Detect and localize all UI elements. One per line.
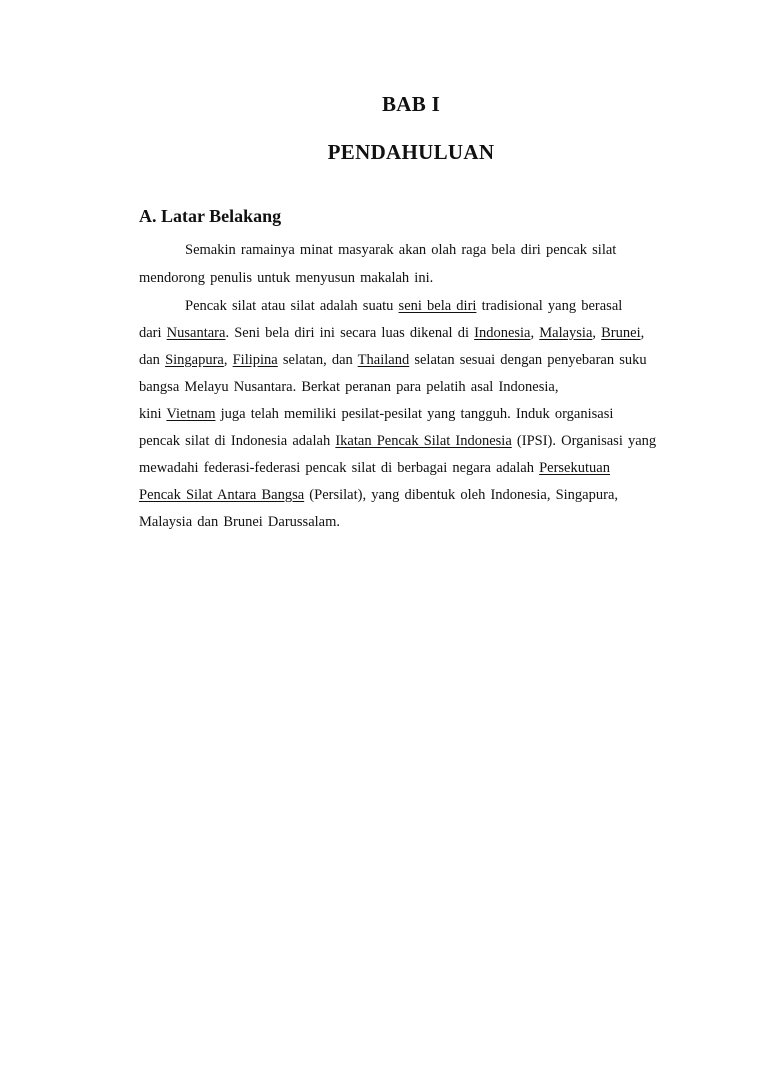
text-span: Malaysia dan Brunei Darussalam. — [139, 514, 341, 530]
paragraph-line — [139, 433, 656, 450]
paragraph-line — [185, 298, 622, 315]
text-span: (Persilat), yang dibentuk oleh Indonesia, Singapura, — [304, 487, 619, 503]
chapter-number: BAB I — [381, 92, 441, 116]
paragraph-line — [139, 514, 340, 531]
text-span: , — [530, 325, 540, 341]
chapter-title: PENDAHULUAN — [327, 140, 495, 164]
paragraph-line — [139, 270, 433, 287]
text-span: mewadahi federasi-federasi pencak silat di berbagai negara adalah — [139, 460, 540, 476]
text-span: selatan sesuai dengan penyebaran suku — [409, 352, 647, 368]
hyperlink[interactable]: seni bela diri — [398, 298, 477, 314]
hyperlink[interactable]: Indonesia — [474, 325, 531, 341]
hyperlink[interactable]: Vietnam — [166, 406, 216, 422]
text-span: dari — [139, 325, 167, 341]
hyperlink[interactable]: Thailand — [357, 352, 410, 368]
paragraph-line — [139, 460, 610, 477]
text-span: Pencak silat atau silat adalah suatu — [185, 298, 399, 314]
text-span: , — [640, 325, 645, 341]
text-span: tradisional yang berasal — [476, 298, 623, 314]
hyperlink[interactable]: Brunei — [601, 325, 641, 341]
paragraph-line — [185, 242, 616, 259]
paragraph-line — [139, 487, 618, 504]
section-heading: A. Latar Belakang — [139, 206, 282, 226]
hyperlink[interactable]: Singapura — [165, 352, 224, 368]
text-span: Semakin ramainya minat masyarak akan olah raga bela diri pencak silat — [185, 242, 617, 258]
hyperlink[interactable]: Persekutuan — [539, 460, 610, 476]
text-span: selatan, dan — [277, 352, 358, 368]
hyperlink[interactable]: Filipina — [232, 352, 278, 368]
text-span: bangsa Melayu Nusantara. Berkat peranan para pelatih asal Indonesia, — [139, 379, 559, 395]
paragraph-line — [139, 325, 644, 342]
text-span: pencak silat di Indonesia adalah — [139, 433, 336, 449]
hyperlink[interactable]: Malaysia — [539, 325, 593, 341]
paragraph-line — [139, 406, 613, 423]
text-span: (IPSI). Organisasi yang — [511, 433, 657, 449]
hyperlink[interactable]: Ikatan Pencak Silat Indonesia — [335, 433, 512, 449]
text-span: . Seni bela diri ini secara luas dikenal di — [225, 325, 475, 341]
text-span: juga telah memiliki pesilat-pesilat yang tangguh. Induk organisasi — [215, 406, 614, 422]
text-span: kini — [139, 406, 167, 422]
paragraph-line — [139, 352, 647, 369]
paragraph-line — [139, 379, 558, 396]
text-span: , — [223, 352, 233, 368]
text-span: mendorong penulis untuk menyusun makalah ini. — [139, 270, 434, 286]
text-span: , — [592, 325, 602, 341]
hyperlink[interactable]: Pencak Silat Antara Bangsa — [139, 487, 305, 503]
text-span: dan — [139, 352, 166, 368]
hyperlink[interactable]: Nusantara — [166, 325, 226, 341]
